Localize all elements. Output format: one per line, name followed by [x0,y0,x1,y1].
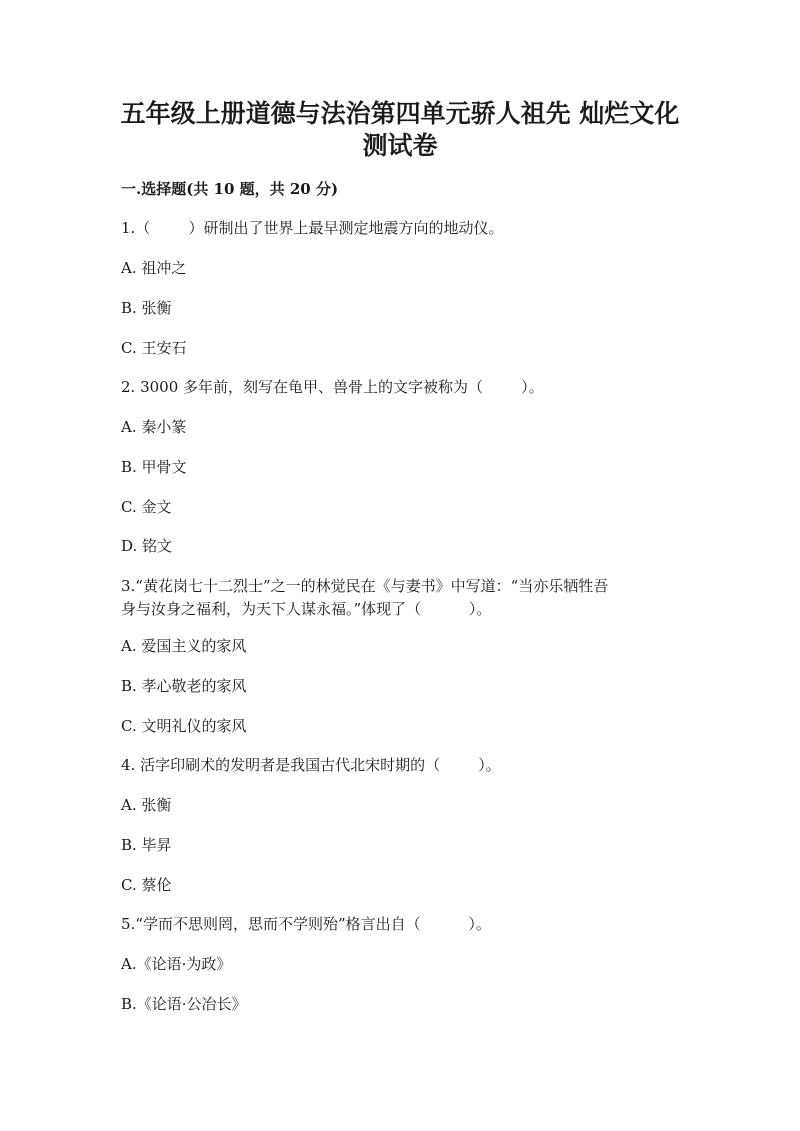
page-title-continued: 测试卷 [362,131,438,160]
question-2-option-c: C. 金文 [121,498,172,516]
question-2-stem: 2. 3000 多年前，刻写在龟甲、兽骨上的文字被称为（ ）。 [121,378,544,396]
question-4-option-b: B. 毕昇 [121,836,172,854]
question-4-stem: 4. 活字印刷术的发明者是我国古代北宋时期的（ ）。 [121,756,501,774]
question-3-stem-continued: 身与汝身之福利，为天下人谋永福。”体现了（ ）。 [121,600,492,618]
question-1-option-a: A. 祖冲之 [121,259,187,277]
question-5-option-a: A.《论语·为政》 [121,955,232,973]
question-5-stem: 5.“学而不思则罔，思而不学则殆”格言出自（ ）。 [121,915,491,933]
question-2-option-b: B. 甲骨文 [121,458,187,476]
question-3-option-a: A. 爱国主义的家风 [121,637,247,655]
section-heading: 一.选择题(共 10 题，共 20 分) [121,180,339,198]
question-4-option-c: C. 蔡伦 [121,876,172,894]
question-2-option-d: D. 铭文 [121,537,173,555]
page-title: 五年级上册道德与法治第四单元骄人祖先 灿烂文化 [120,99,680,128]
question-4-option-a: A. 张衡 [121,796,172,814]
question-3-option-c: C. 文明礼仪的家风 [121,717,247,735]
question-2-option-a: A. 秦小篆 [121,418,187,436]
question-3-option-b: B. 孝心敬老的家风 [121,677,247,695]
question-1-option-c: C. 王安石 [121,339,187,357]
question-1-stem: 1.（ ）研制出了世界上最早测定地震方向的地动仪。 [121,219,504,237]
question-3-stem: 3.“黄花岗七十二烈士”之一的林觉民在《与妻书》中写道：“当亦乐牺牲吾 [121,577,609,595]
question-1-option-b: B. 张衡 [121,299,172,317]
question-5-option-b: B.《论语·公冶长》 [121,995,247,1013]
